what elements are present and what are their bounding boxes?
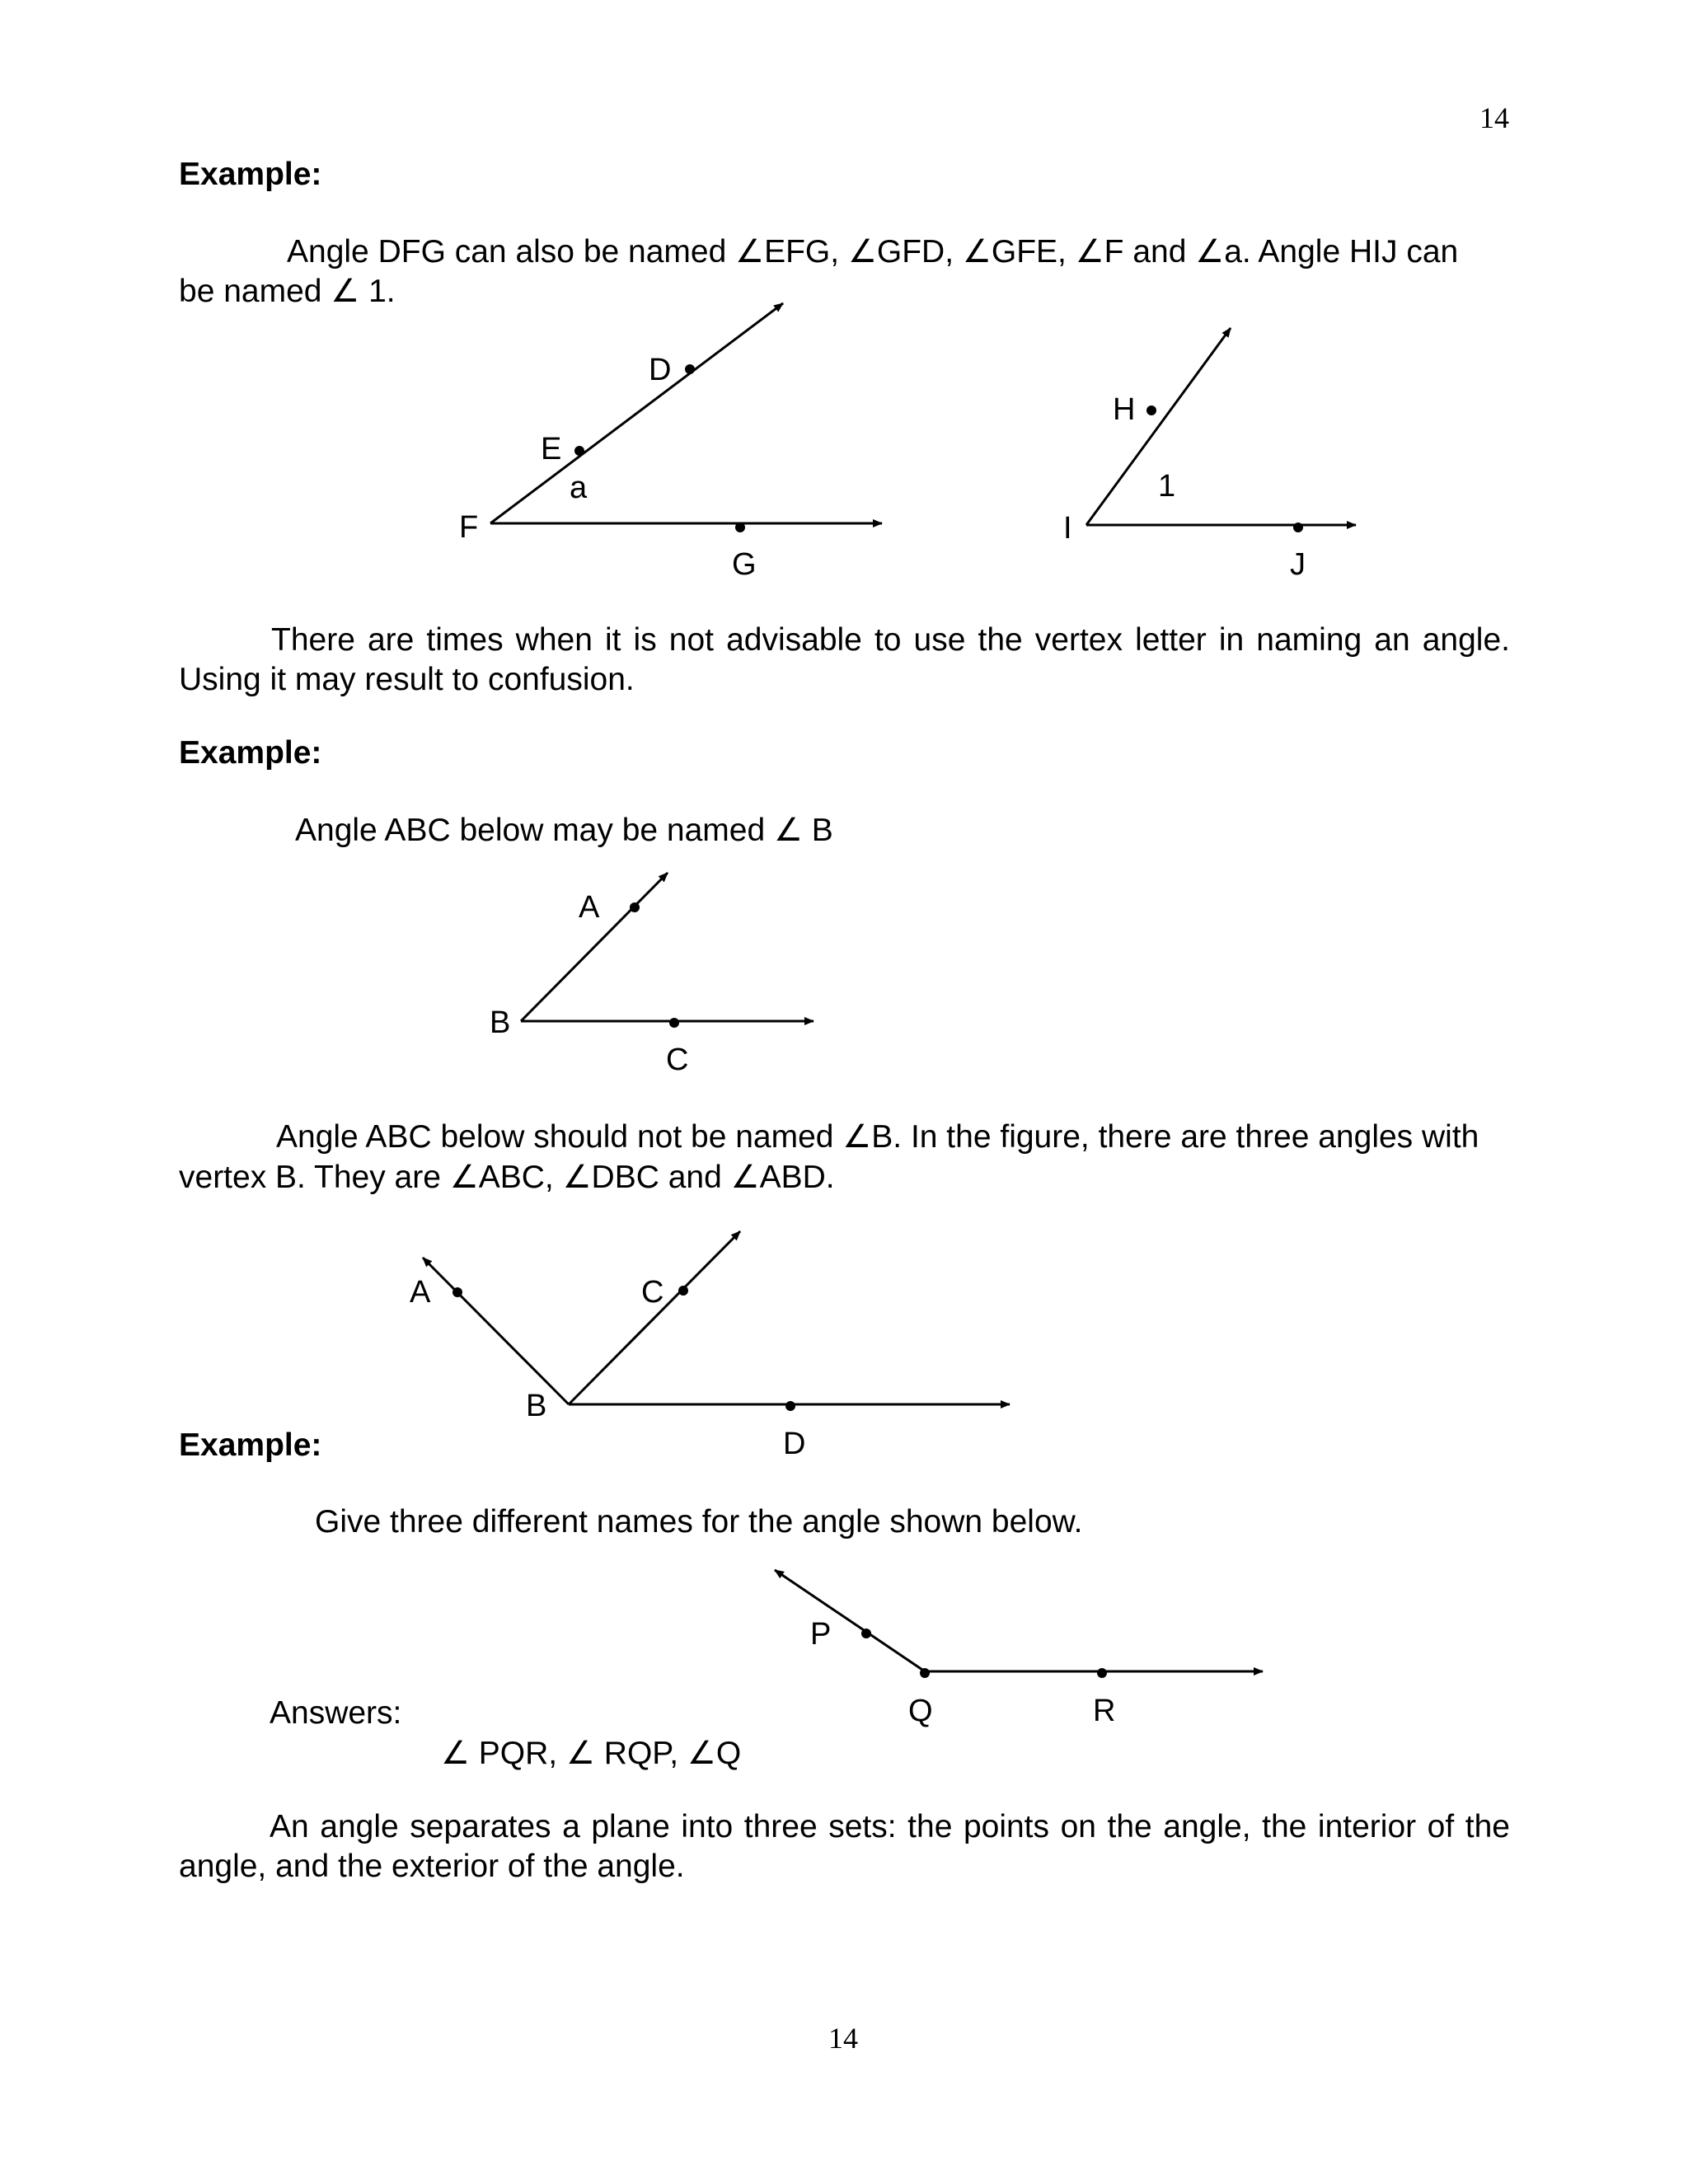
label-h: H <box>1113 392 1136 427</box>
ray-bc <box>569 1231 740 1404</box>
answers-label: Answers: <box>270 1695 402 1731</box>
figure-angle-pqr <box>775 1570 1263 1728</box>
point-h <box>1146 405 1156 415</box>
paragraph-4-line-2: vertex B. They are ∠ABC, ∠DBC and ∠ABD. <box>179 1160 835 1195</box>
page-number-bottom: 14 <box>828 2022 858 2055</box>
point-g <box>735 523 745 532</box>
figure-angle-hij <box>1063 328 1356 582</box>
example-heading-2: Example: <box>179 735 322 771</box>
paragraph-1-line-2: be named ∠ 1. <box>179 274 396 309</box>
label-c: C <box>666 1043 689 1077</box>
point-a <box>452 1287 462 1297</box>
point-c <box>669 1018 679 1028</box>
figure-angle-abc <box>490 873 814 1077</box>
label-d: D <box>649 353 672 387</box>
example-heading-3: Example: <box>179 1427 322 1463</box>
point-a <box>630 902 640 912</box>
label-b: B <box>526 1389 547 1423</box>
label-b: B <box>490 1005 511 1040</box>
point-e <box>574 446 584 456</box>
point-q <box>920 1668 930 1678</box>
ray-qp <box>775 1570 925 1671</box>
paragraph-6-line-1: An angle separates a plane into three sets: the points on the angle, the interior of the <box>270 1809 1510 1844</box>
label-i: I <box>1063 511 1072 546</box>
label-p: P <box>810 1617 832 1652</box>
label-a: a <box>570 471 588 505</box>
label-r: R <box>1093 1694 1116 1728</box>
paragraph-2-line-1: There are times when it is not advisable to use the vertex letter in naming an angle. <box>271 622 1510 658</box>
label-g: G <box>732 547 757 582</box>
label-d: D <box>783 1427 806 1461</box>
point-d <box>685 364 695 374</box>
label-j: J <box>1290 547 1306 582</box>
ray-ba <box>423 1258 569 1404</box>
label-f: F <box>459 510 479 545</box>
point-d <box>785 1401 795 1411</box>
ray-fd <box>490 303 783 523</box>
label-a: A <box>579 890 600 925</box>
label-e: E <box>541 432 562 466</box>
figure-angle-abd <box>410 1231 1010 1461</box>
figure-angle-dfg <box>459 303 882 582</box>
point-j <box>1293 523 1303 532</box>
paragraph-6-line-2: angle, and the exterior of the angle. <box>179 1849 685 1884</box>
label-c: C <box>641 1275 664 1310</box>
answers-text: ∠ PQR, ∠ RQP, ∠Q <box>441 1736 742 1771</box>
example-heading-1: Example: <box>179 157 322 192</box>
label-q: Q <box>908 1694 933 1728</box>
paragraph-4-line-1: Angle ABC below should not be named ∠B. In the figure, there are three angles with <box>276 1119 1479 1155</box>
page-number-top: 14 <box>1479 101 1509 134</box>
paragraph-2-line-2: Using it may result to confusion. <box>179 662 635 697</box>
paragraph-5: Give three different names for the angle shown below. <box>315 1504 1083 1540</box>
point-p <box>861 1629 871 1638</box>
paragraph-1-line-1: Angle DFG can also be named ∠EFG, ∠GFD, ∠GFE, ∠F and ∠a. Angle HIJ can <box>287 234 1459 269</box>
point-r <box>1097 1668 1107 1678</box>
point-c <box>678 1286 688 1296</box>
label-a: A <box>410 1275 431 1310</box>
label-1: 1 <box>1158 469 1176 504</box>
paragraph-3: Angle ABC below may be named ∠ B <box>295 813 833 848</box>
